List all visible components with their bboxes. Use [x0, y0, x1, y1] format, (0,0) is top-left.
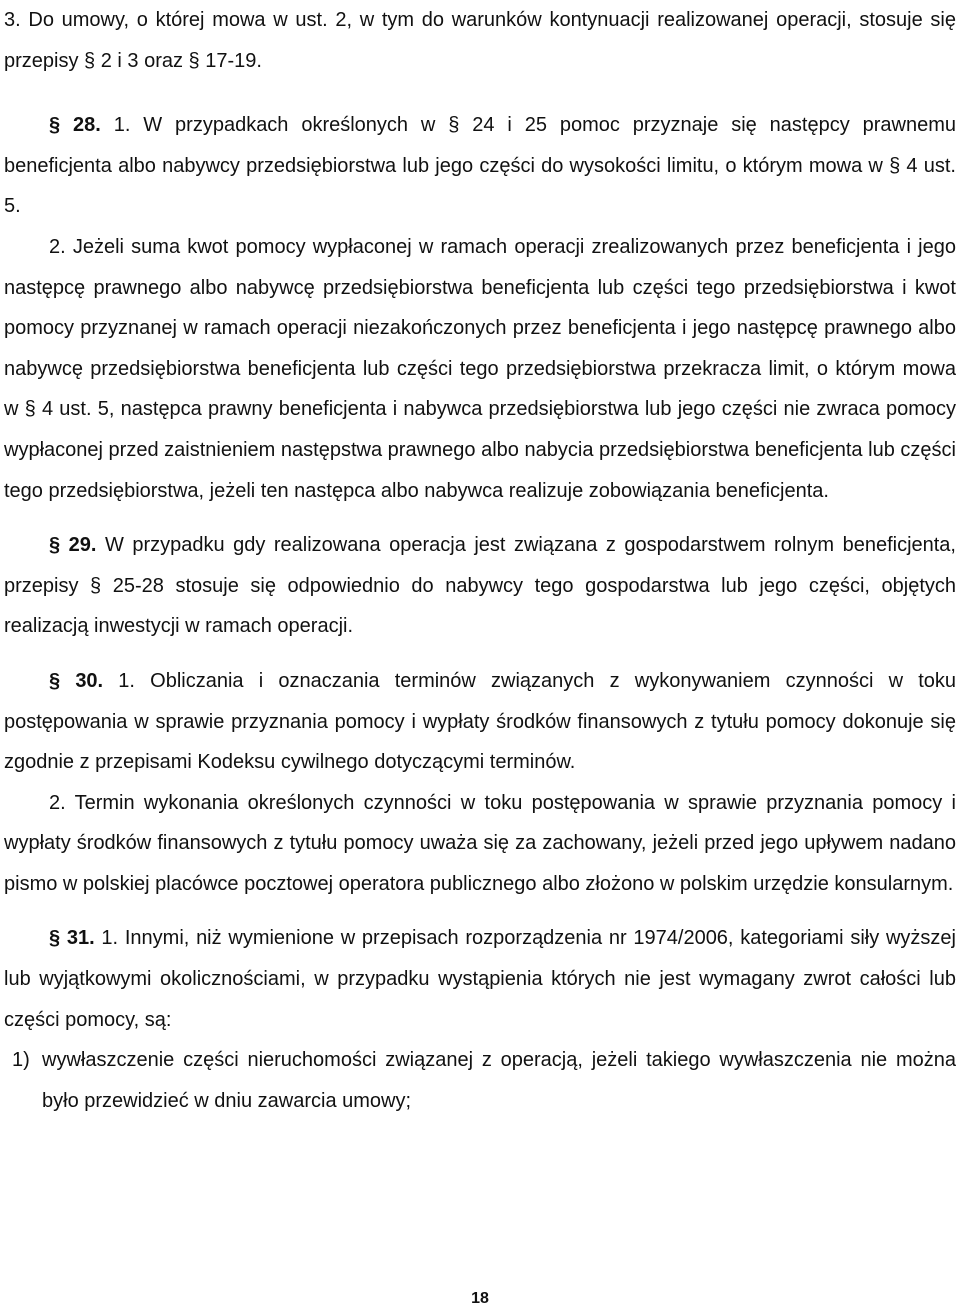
paragraph-text: W przypadku gdy realizowana operacja jest związana z gospodarstwem rolnym beneficjenta, przepisy § 25-28 stosuje się odpowiednio do nabywcy tego gospodarstwa lub jego części, objętych realizacją inwestycji w ramach operacji. [4, 534, 956, 638]
section-sign: § [49, 927, 67, 950]
paragraph-par31-ust1 [4, 918, 956, 1040]
list-item-text: wywłaszczenie części nieruchomości związanej z operacją, jeżeli takiego wywłaszczenia nie można było przewidzieć w dniu zawarcia umowy; [42, 1049, 956, 1112]
paragraph-text: 1. W przypadkach określonych w § 24 i 25 pomoc przyznaje się następcy prawnemu beneficjenta albo nabywcy przedsiębiorstwa lub jego części do wysokości limitu, o którym mowa w § 4 ust. 5. [4, 114, 956, 218]
section-sign: § [49, 669, 76, 692]
paragraph-text: 2. Termin wykonania określonych czynności w toku postępowania w sprawie przyznania pomocy i wypłaty środków finansowych z tytułu pomocy uważa się za zachowany, jeżeli przed jego upływem nadano pismo w polskiej placówce pocztowej operatora publicznego albo złożono w polskim urzędzie konsularnym. [4, 791, 956, 895]
paragraph-par29 [4, 525, 956, 647]
paragraph-text: 3. Do umowy, o której mowa w ust. 2, w tym do warunków kontynuacji realizowanej operacji, stosuje się przepisy § 2 i 3 oraz § 17-19. [4, 9, 956, 72]
paragraph-text: 2. Jeżeli suma kwot pomocy wypłaconej w ramach operacji zrealizowanych przez beneficjenta i jego następcę prawnego albo nabywcę przedsiębiorstwa beneficjenta lub części tego przedsiębiorstwa i kwot pomocy przyznanej w ramach operacji niezakończonych przez beneficjenta i jego następcę prawnego albo nabywcę przedsiębiorstwa beneficjenta lub części tego przedsiębiorstwa przekracza limit, o którym mowa w § 4 ust. 5, następca prawny beneficjenta i nabywca przedsiębiorstwa lub jego części nie zwraca pomocy wypłaconej przed zaistnieniem następstwa prawnego albo nabycia przedsiębiorstwa beneficjenta lub części tego przedsiębiorstwa, jeżeli ten następca albo nabywca realizuje zobowiązania beneficjenta. [4, 235, 956, 502]
paragraph-text: 1. Obliczania i oznaczania terminów związanych z wykonywaniem czynności w toku postępowania w sprawie przyznania pomocy i wypłaty środków finansowych z tytułu pomocy dokonuje się zgodnie z przepisami Kodeksu cywilnego dotyczącymi terminów. [4, 669, 956, 774]
paragraph-par30-ust2 [4, 783, 956, 905]
section-number: 31. [66, 927, 95, 950]
section-sign: § [49, 114, 74, 137]
list-item [4, 1040, 956, 1121]
paragraph-par27-ust3 [4, 0, 956, 81]
section-number: 30. [75, 669, 104, 692]
paragraph-par28-ust1 [4, 105, 956, 227]
section-sign: § [49, 534, 69, 557]
page-number: 18 [471, 1290, 489, 1307]
paragraph-text: 1. Innymi, niż wymienione w przepisach rozporządzenia nr 1974/2006, kategoriami siły wyższej lub wyjątkowymi okolicznościami, w przypadku wystąpienia których nie jest wymagany zwrot całości lub części pomocy, są: [4, 927, 956, 1031]
section-number: 29. [68, 534, 97, 557]
list-marker: 1) [12, 1049, 30, 1072]
section-number: 28. [73, 114, 101, 137]
paragraph-par28-ust2 [4, 227, 956, 511]
paragraph-par30-ust1 [4, 661, 956, 783]
document-page [4, 0, 956, 1121]
